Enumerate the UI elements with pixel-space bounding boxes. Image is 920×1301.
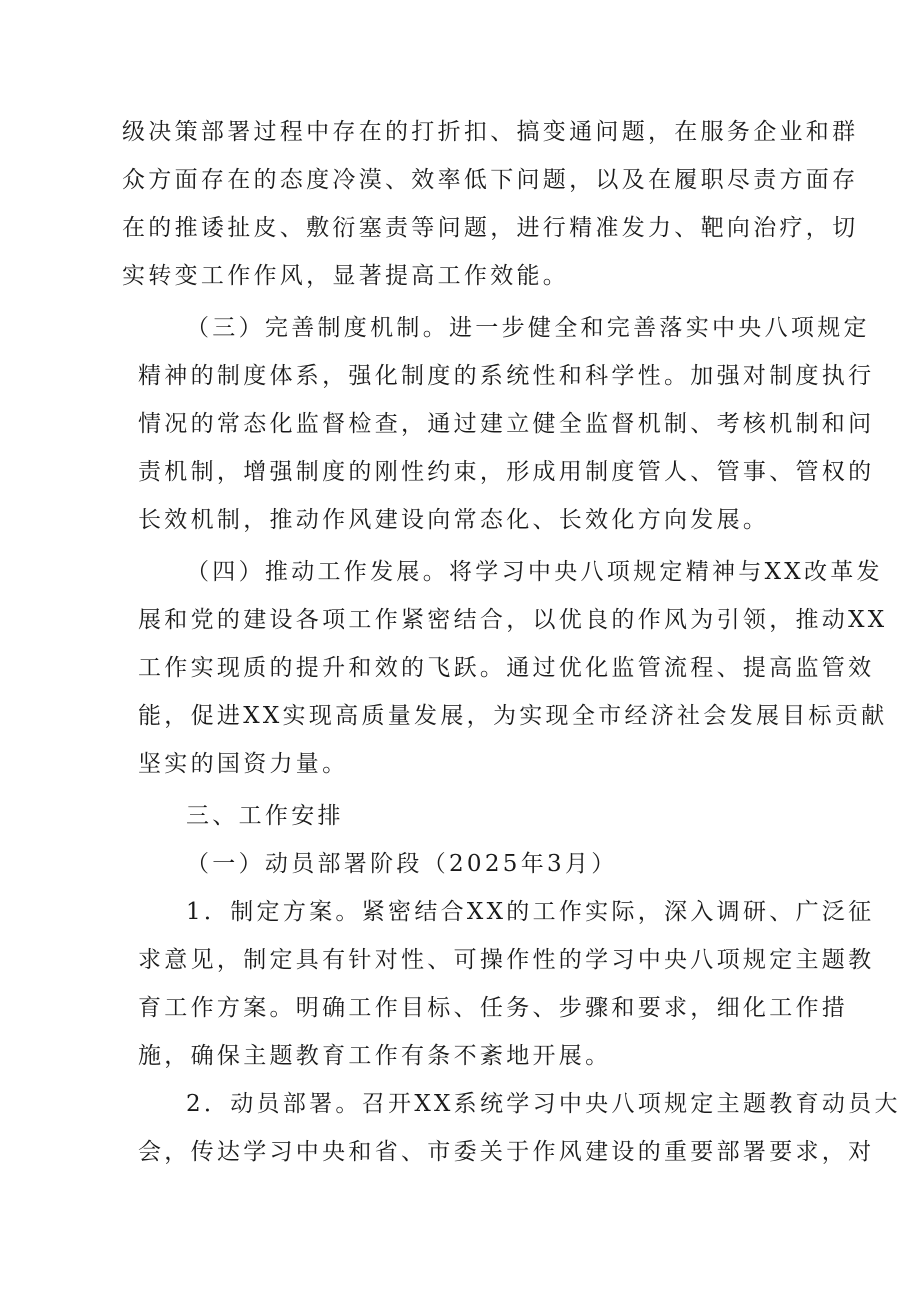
body-text-line: 育工作方案。明确工作目标、任务、步骤和要求，细化工作措 <box>138 995 849 1021</box>
body-text-line: 求意见，制定具有针对性、可操作性的学习中央八项规定主题教 <box>138 947 875 973</box>
chapter-heading: 三、工作安排 <box>186 803 344 829</box>
body-text-line: 情况的常态化监督检查，通过建立健全监督机制、考核机制和问 <box>138 411 875 437</box>
body-text-line: 实转变工作作风，显著提高工作效能。 <box>122 263 570 289</box>
body-text-line: 级决策部署过程中存在的打折扣、搞变通问题，在服务企业和群 <box>122 119 859 145</box>
body-text-line: 展和党的建设各项工作紧密结合，以优良的作风为引领，推动XX <box>138 607 888 633</box>
body-text-line: 能，促进XX实现高质量发展，为实现全市经济社会发展目标贡献 <box>138 703 888 729</box>
body-text-line: 坚实的国资力量。 <box>138 751 349 777</box>
body-text-line: 众方面存在的态度冷漠、效率低下问题，以及在履职尽责方面存 <box>122 167 859 193</box>
item-heading-line: 1．制定方案。紧密结合XX的工作实际，深入调研、广泛征 <box>186 899 875 925</box>
body-text-line: 长效机制，推动作风建设向常态化、长效化方向发展。 <box>138 507 770 533</box>
section-heading-line: （四）推动工作发展。将学习中央八项规定精神与XX改革发 <box>186 559 883 585</box>
body-text-line: 工作实现质的提升和效的飞跃。通过优化监管流程、提高监管效 <box>138 655 875 681</box>
body-text-line: 精神的制度体系，强化制度的系统性和科学性。加强对制度执行 <box>138 363 875 389</box>
body-text-line: 会，传达学习中央和省、市委关于作风建设的重要部署要求，对 <box>138 1139 875 1165</box>
phase-heading: （一）动员部署阶段（2025年3月） <box>186 851 618 877</box>
body-text-line: 在的推诿扯皮、敷衍塞责等问题，进行精准发力、靶向治疗，切 <box>122 215 859 241</box>
body-text-line: 责机制，增强制度的刚性约束，形成用制度管人、管事、管权的 <box>138 459 875 485</box>
section-heading-line: （三）完善制度机制。进一步健全和完善落实中央八项规定 <box>186 315 870 341</box>
item-heading-line: 2．动员部署。召开XX系统学习中央八项规定主题教育动员大 <box>186 1091 901 1117</box>
body-text-line: 施，确保主题教育工作有条不紊地开展。 <box>138 1043 612 1069</box>
